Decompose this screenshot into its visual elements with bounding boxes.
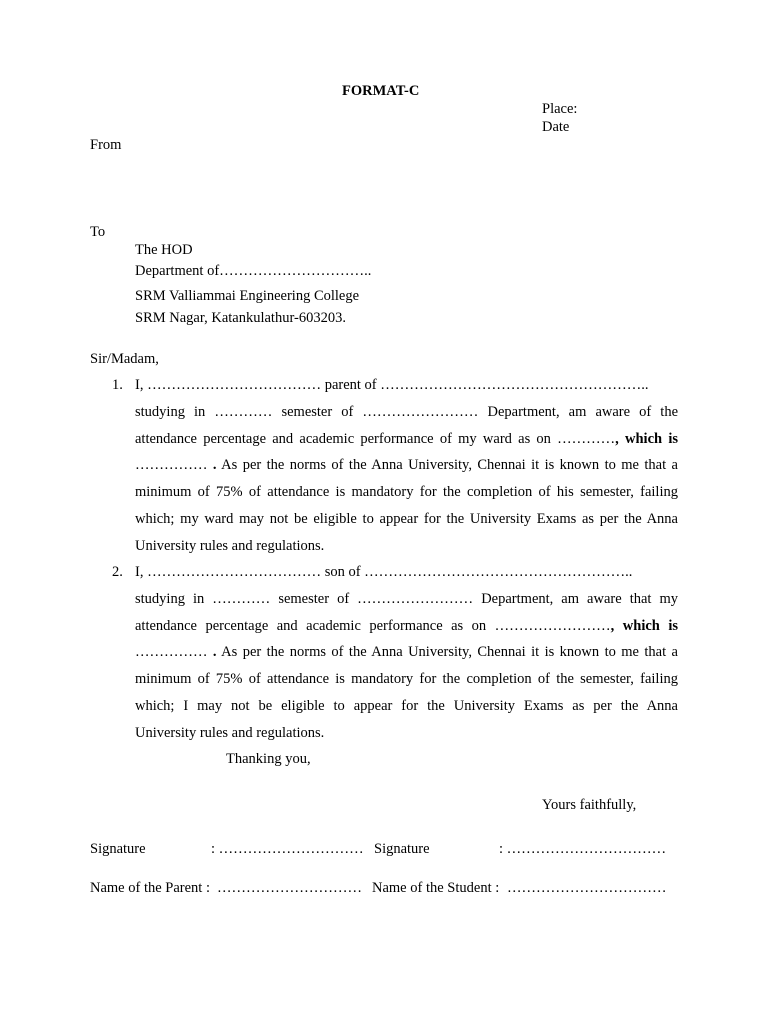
student-name-field: …………………………… <box>507 880 667 896</box>
item-1-line-7: University rules and regulations. <box>135 537 325 554</box>
item-2-number: 2. <box>112 564 123 580</box>
item-2-line-3: attendance percentage and academic performance as on ……………………, which is <box>135 617 678 634</box>
page-title: FORMAT-C <box>342 83 420 99</box>
from-label: From <box>90 137 122 153</box>
item-2-line-7: University rules and regulations. <box>135 724 325 741</box>
item-2-line-5: minimum of 75% of attendance is mandatory for the completion of the semester, failing <box>135 671 678 688</box>
item-1-line-3: attendance percentage and academic performance of my ward as on …………, which is <box>135 430 678 447</box>
item-2-line-2: studying in ………… semester of …………………… Department, am aware that my <box>135 590 678 607</box>
salutation: Sir/Madam, <box>90 351 159 367</box>
student-name-label: Name of the Student : <box>372 880 500 896</box>
student-signature-field: : …………………………… <box>499 841 667 857</box>
item-1-number: 1. <box>112 377 123 393</box>
item-1-line-2: studying in ………… semester of …………………… Department, am aware of the <box>135 403 678 420</box>
closing-line: Yours faithfully, <box>542 797 637 813</box>
address-line-department: Department of………………………….. <box>135 263 372 279</box>
item-2-line-1: I, ……………………………… son of ……………………………………………….. <box>135 564 633 580</box>
item-2-line-6: which; I may not be eligible to appear for the University Exams as per the Anna <box>135 697 678 714</box>
address-line-college: SRM Valliammai Engineering College <box>135 288 360 304</box>
item-1-line-5: minimum of 75% of attendance is mandatory for the completion of his semester, failing <box>135 484 678 501</box>
item-1-paragraph <box>135 372 678 560</box>
parent-name-field: ………………………… <box>217 880 362 896</box>
parent-signature-field: : ………………………… <box>211 841 364 857</box>
student-signature-label: Signature <box>374 841 430 857</box>
address-line-location: SRM Nagar, Katankulathur-603203. <box>135 310 346 326</box>
item-1-line-4: …………… . As per the norms of the Anna University, Chennai it is known to me that a <box>135 457 678 474</box>
item-1-line-1: I, ……………………………… parent of ……………………………………………….. <box>135 377 649 393</box>
item-2-line-4: …………… . As per the norms of the Anna University, Chennai it is known to me that a <box>135 644 678 661</box>
item-1-line-6: which; my ward may not be eligible to appear for the University Exams as per the Anna <box>135 510 678 527</box>
to-label: To <box>90 224 106 240</box>
place-label: Place: <box>542 101 578 117</box>
thanking-line: Thanking you, <box>226 751 311 767</box>
parent-name-label: Name of the Parent : <box>90 880 210 896</box>
item-2-paragraph <box>135 559 678 747</box>
date-label: Date <box>542 119 570 135</box>
address-line-hod: The HOD <box>135 242 193 258</box>
parent-signature-label: Signature <box>90 841 146 857</box>
